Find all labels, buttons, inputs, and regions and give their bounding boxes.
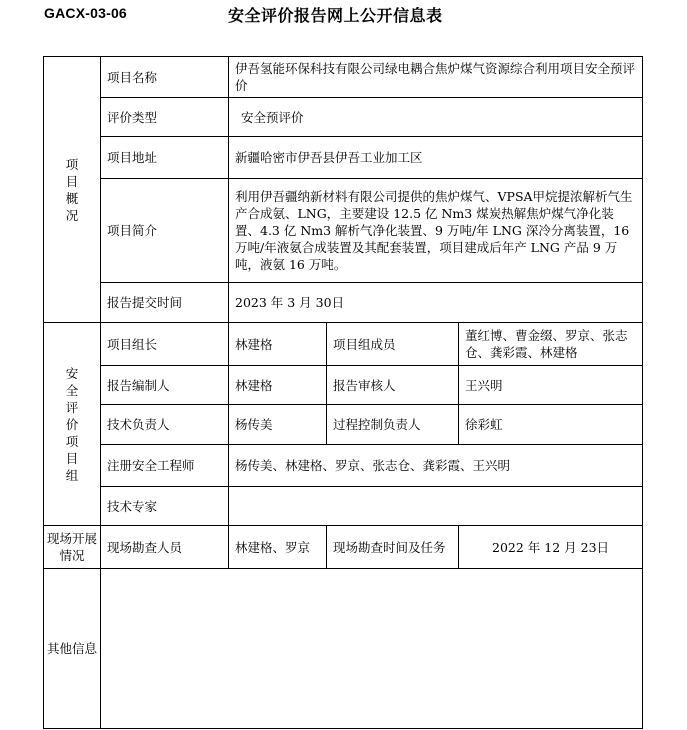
row-author xyxy=(44,366,643,405)
row-engineers xyxy=(44,445,643,487)
intro-label: 项目简介 xyxy=(101,179,229,283)
expert-label: 技术专家 xyxy=(101,487,229,526)
process-ctrl-value: 徐彩虹 xyxy=(459,405,643,445)
intro-value: 利用伊吾疆纳新材料有限公司提供的焦炉煤气、VPSA甲烷提浓解析气生产合成氨、LNG，主要建设 12.5 亿 Nm3 煤炭热解焦炉煤气净化装置、4.3 亿 Nm3 解析气净化装置、9 万吨/年 LNG 深冷分离装置，16 万吨/年液氨合成装置及其配套装置，项目建成后年产 LNG 产品 9 万吨，液氨 16 万吨。 xyxy=(229,179,643,283)
address-label: 项目地址 xyxy=(101,137,229,179)
address-value: 新疆哈密市伊吾县伊吾工业加工区 xyxy=(229,137,643,179)
members-value: 董红博、曹金缀、罗京、张志仓、龚彩霞、林建格 xyxy=(459,323,643,366)
section-overview-label: 项目概况 xyxy=(65,156,79,223)
row-eval-type xyxy=(44,98,643,137)
row-leader xyxy=(44,323,643,366)
info-table xyxy=(43,56,643,729)
reviewer-value: 王兴明 xyxy=(459,366,643,405)
section-site: 现场开展情况 xyxy=(44,526,101,569)
surveyors-label: 现场勘查人员 xyxy=(101,526,229,569)
section-team xyxy=(44,323,101,526)
row-project-name xyxy=(44,57,643,98)
row-expert xyxy=(44,487,643,526)
survey-time-value: 2022 年 12 月 23日 xyxy=(459,526,643,569)
section-other: 其他信息 xyxy=(44,569,101,729)
tech-lead-value: 杨传美 xyxy=(229,405,327,445)
surveyors-value: 林建格、罗京 xyxy=(229,526,327,569)
row-address xyxy=(44,137,643,179)
other-value xyxy=(101,569,643,729)
section-team-label: 安全评价项目组 xyxy=(65,365,79,483)
engineers-label: 注册安全工程师 xyxy=(101,445,229,487)
eval-type-label: 评价类型 xyxy=(101,98,229,137)
expert-value xyxy=(229,487,643,526)
reviewer-label: 报告审核人 xyxy=(327,366,459,405)
leader-value: 林建格 xyxy=(229,323,327,366)
document-title: 安全评价报告网上公开信息表 xyxy=(228,6,443,25)
members-label: 项目组成员 xyxy=(327,323,459,366)
eval-type-value: 安全预评价 xyxy=(229,98,643,137)
submit-time-label: 报告提交时间 xyxy=(101,283,229,323)
project-name-value: 伊吾氢能环保科技有限公司绿电耦合焦炉煤气资源综合利用项目安全预评价 xyxy=(229,57,643,98)
row-submit-time xyxy=(44,283,643,323)
tech-lead-label: 技术负责人 xyxy=(101,405,229,445)
leader-label: 项目组长 xyxy=(101,323,229,366)
row-other xyxy=(44,569,643,729)
project-name-label: 项目名称 xyxy=(101,57,229,98)
row-tech-lead xyxy=(44,405,643,445)
section-overview xyxy=(44,57,101,323)
document-code: GACX-03-06 xyxy=(44,5,127,21)
author-value: 林建格 xyxy=(229,366,327,405)
row-intro xyxy=(44,179,643,283)
row-site xyxy=(44,526,643,569)
author-label: 报告编制人 xyxy=(101,366,229,405)
engineers-value: 杨传美、林建格、罗京、张志仓、龚彩霞、王兴明 xyxy=(229,445,643,487)
process-ctrl-label: 过程控制负责人 xyxy=(327,405,459,445)
survey-time-label: 现场勘查时间及任务 xyxy=(327,526,459,569)
submit-time-value: 2023 年 3 月 30日 xyxy=(229,283,643,323)
